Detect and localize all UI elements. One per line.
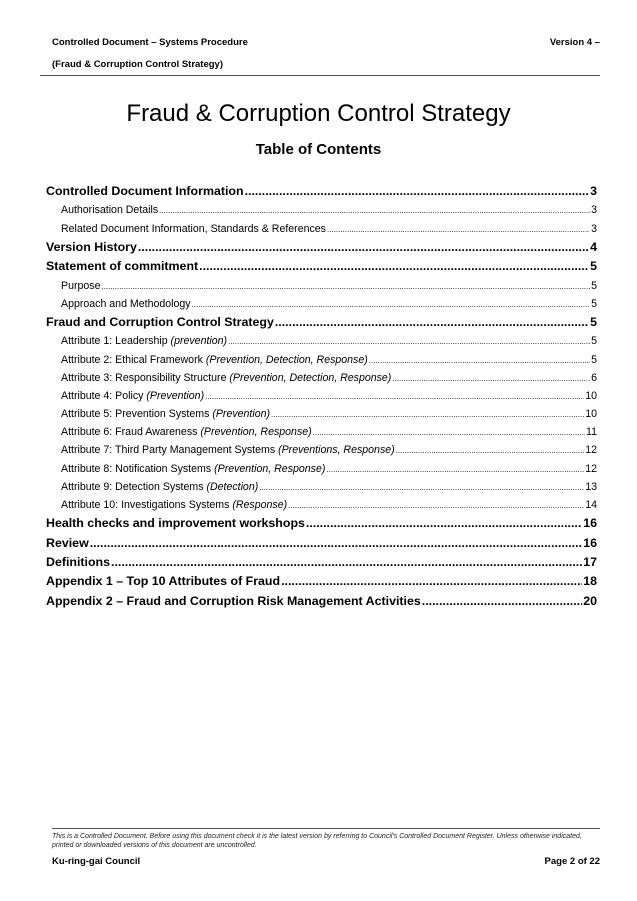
toc-dot-leader [392, 370, 590, 387]
toc-entry-text: Attribute 2: Ethical Framework [61, 353, 206, 366]
toc-entry-title [61, 201, 158, 219]
toc-entry-title [61, 220, 326, 238]
header-divider [40, 75, 600, 76]
toc-entry[interactable] [46, 238, 597, 257]
toc-dot-leader [199, 257, 589, 276]
toc-entry-title [61, 478, 258, 496]
toc-page-number: 4 [590, 239, 597, 254]
toc-page-number: 3 [591, 222, 597, 235]
toc-entry-title [46, 553, 110, 572]
toc-page-number: 14 [585, 499, 597, 511]
toc-entry-text: Health checks and improvement workshops [46, 516, 305, 531]
toc-page-number: 18 [583, 574, 597, 589]
toc-entry-text: Authorisation Details [61, 204, 159, 217]
toc-page-number: 5 [590, 314, 597, 329]
toc-heading: Table of Contents [255, 141, 382, 158]
toc-entry-title [46, 592, 421, 611]
toc-dot-leader [228, 333, 590, 350]
toc-entry-text: Attribute 7: Third Party Management Systems [61, 444, 279, 457]
toc-entry-category: (Prevention, Detection, Response) [229, 371, 392, 384]
toc-entry-text: Statement of commitment [46, 259, 199, 274]
toc-entry-category: (Prevention) [212, 408, 271, 421]
toc-entry-text: Review [46, 535, 89, 550]
toc-page-number: 5 [590, 259, 597, 274]
toc-entry-title [46, 313, 274, 332]
toc-page-number: 5 [591, 335, 597, 348]
toc-entry-text: Appendix 1 – Top 10 Attributes of Fraud [46, 574, 281, 589]
table-of-contents [46, 182, 597, 611]
toc-dot-leader [259, 479, 584, 496]
toc-page-number: 3 [591, 204, 597, 217]
toc-entry-text: Fraud and Corruption Control Strategy [46, 314, 274, 329]
toc-entry-title [46, 182, 244, 201]
toc-dot-leader [369, 352, 590, 369]
toc-entry-category: (Prevention, Response) [200, 426, 312, 439]
toc-dot-leader [159, 202, 590, 219]
toc-entry-title [46, 572, 280, 591]
toc-entry[interactable] [46, 534, 597, 553]
toc-entry[interactable] [46, 351, 597, 369]
toc-dot-leader [422, 592, 582, 611]
toc-entry-text: Version History [46, 239, 137, 254]
toc-entry[interactable] [46, 295, 597, 313]
page-header [52, 36, 600, 71]
toc-entry-title [61, 295, 191, 313]
toc-entry[interactable] [46, 277, 597, 295]
toc-page-number: 10 [585, 389, 597, 402]
toc-entry-category: (Prevention) [146, 389, 205, 402]
toc-dot-leader [205, 388, 584, 405]
footer-disclaimer: This is a Controlled Document. Before using this document check it is the latest version by referring to Council's Controlled Document Register. Unless otherwise indicated, printed or downloaded versions of this document are uncontrolled. [52, 833, 582, 849]
toc-entry-title [61, 332, 227, 350]
toc-dot-leader [192, 296, 591, 313]
toc-entry-title [61, 441, 395, 459]
toc-page-number: 3 [590, 184, 597, 198]
toc-page-number: 17 [583, 554, 597, 569]
toc-entry-category: (Prevention, Response) [214, 462, 326, 475]
footer-organisation: Ku-ring-gai Council [52, 856, 141, 867]
toc-dot-leader [138, 238, 589, 257]
toc-entry[interactable] [46, 201, 597, 219]
header-row [52, 36, 600, 49]
toc-entry-category: (Prevention, Detection, Response) [205, 353, 368, 366]
toc-entry-text: Attribute 6: Fraud Awareness [61, 426, 201, 439]
toc-entry[interactable] [46, 572, 597, 591]
toc-entry[interactable] [46, 514, 597, 533]
toc-entry[interactable] [46, 423, 597, 441]
toc-entry-text: Attribute 10: Investigations Systems [61, 499, 233, 511]
toc-dot-leader [90, 534, 583, 553]
toc-dot-leader [271, 406, 584, 423]
toc-dot-leader [327, 221, 590, 238]
toc-entry[interactable] [46, 478, 597, 496]
toc-entry[interactable] [46, 553, 597, 572]
toc-page-number: 10 [585, 408, 597, 421]
toc-dot-leader [275, 313, 589, 332]
toc-entry-title [46, 514, 305, 533]
toc-entry-title [46, 257, 198, 276]
toc-entry-title [46, 534, 89, 553]
toc-entry[interactable] [46, 441, 597, 459]
toc-dot-leader [313, 424, 585, 441]
toc-entry-text: Definitions [46, 554, 111, 569]
toc-page-number: 5 [591, 279, 597, 292]
toc-entry-category: (Detection) [206, 480, 259, 493]
footer-divider [52, 828, 600, 829]
toc-dot-leader [245, 182, 590, 201]
toc-page-number: 12 [585, 462, 597, 475]
toc-entry-text: Approach and Methodology [61, 297, 191, 310]
toc-entry-text: Appendix 2 – Fraud and Corruption Risk Management Activities [46, 593, 421, 608]
toc-page-number: 11 [586, 426, 597, 439]
toc-entry[interactable] [46, 220, 597, 238]
toc-page-number: 5 [591, 297, 597, 310]
toc-entry[interactable] [46, 496, 597, 514]
toc-entry-title [61, 351, 368, 369]
toc-entry[interactable] [46, 332, 597, 350]
toc-dot-leader [111, 553, 582, 572]
toc-page-number: 5 [591, 353, 597, 366]
toc-entry[interactable] [46, 369, 597, 387]
toc-dot-leader [288, 497, 584, 514]
toc-page-number: 6 [591, 371, 597, 384]
toc-entry[interactable] [46, 257, 597, 276]
toc-dot-leader [306, 514, 582, 533]
toc-entry-category: (Preventions, Response) [278, 444, 395, 457]
toc-entry-text: Attribute 4: Policy [61, 389, 147, 402]
toc-entry-title [46, 238, 137, 257]
header-subtitle: (Fraud & Corruption Control Strategy) [52, 59, 223, 70]
toc-entry-text: Controlled Document Information [46, 184, 244, 198]
toc-page-number: 13 [585, 480, 597, 493]
toc-entry[interactable] [46, 405, 597, 423]
toc-entry[interactable] [46, 460, 597, 478]
toc-entry-text: Attribute 1: Leadership [61, 335, 171, 348]
toc-entry-category: (Response) [232, 499, 288, 511]
toc-entry-title [61, 277, 100, 295]
document-title: Fraud & Corruption Control Strategy [126, 100, 511, 127]
toc-page-number: 12 [585, 444, 597, 457]
page-number: Page 2 of 22 [544, 856, 600, 867]
header-version: Version 4 – [549, 37, 600, 48]
toc-entry[interactable] [46, 182, 597, 201]
toc-entry-title [61, 387, 204, 405]
toc-entry-title [61, 369, 391, 387]
toc-dot-leader [326, 461, 584, 478]
toc-entry-text: Attribute 9: Detection Systems [61, 480, 207, 493]
toc-dot-leader [396, 442, 585, 459]
toc-entry[interactable] [46, 313, 597, 332]
toc-entry[interactable] [46, 387, 597, 405]
toc-entry-title [61, 405, 270, 423]
header-document-type: Controlled Document – Systems Procedure [52, 37, 248, 48]
toc-entry-text: Attribute 3: Responsibility Structure [61, 371, 230, 384]
toc-entry-title [61, 460, 325, 478]
toc-page-number: 20 [583, 593, 597, 608]
toc-entry[interactable] [46, 592, 597, 611]
page-footer [52, 856, 600, 867]
toc-entry-text: Purpose [61, 279, 101, 292]
toc-page-number: 16 [583, 516, 597, 531]
toc-dot-leader [101, 278, 590, 295]
toc-entry-category: (prevention) [170, 335, 228, 348]
toc-dot-leader [281, 572, 582, 591]
toc-page-number: 16 [583, 535, 597, 550]
toc-entry-title [61, 423, 312, 441]
toc-entry-text: Attribute 8: Notification Systems [61, 462, 215, 475]
toc-entry-text: Attribute 5: Prevention Systems [61, 408, 213, 421]
toc-entry-text: Related Document Information, Standards & References [61, 222, 326, 235]
toc-entry-title [61, 496, 287, 514]
